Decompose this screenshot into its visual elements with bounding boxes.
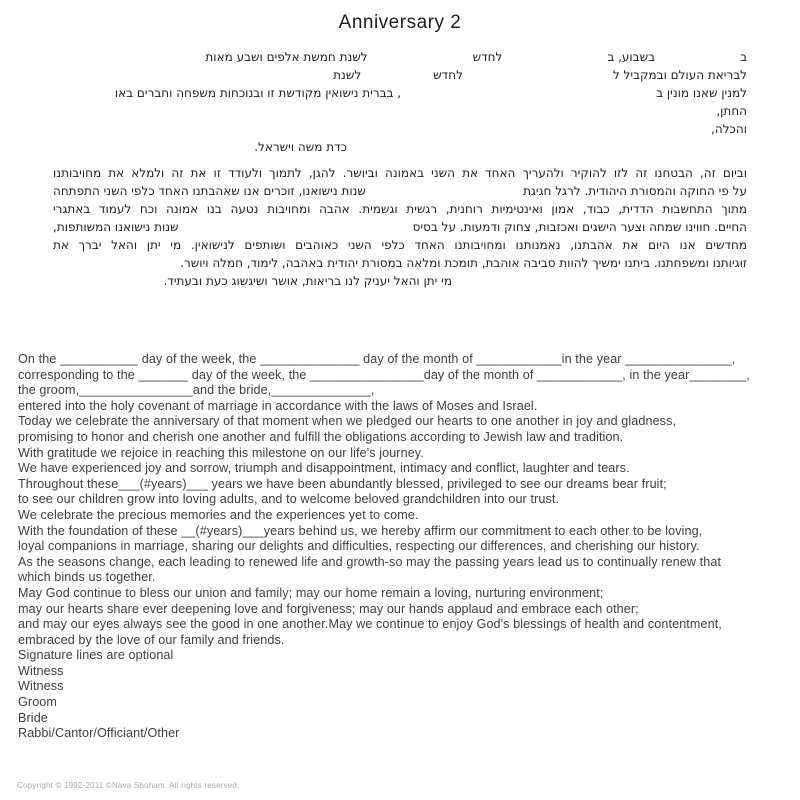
hebrew-text-segment: ב: [740, 50, 747, 64]
hebrew-text-segment: לחדש: [472, 50, 503, 64]
fill-in-blank: [463, 78, 613, 79]
english-line: We have experienced joy and sorrow, triumph and disappointment, intimacy and conflict, laughter and tears.: [18, 461, 630, 476]
fill-in-blank: [361, 78, 433, 79]
english-line: Throughout these___(#years)___ years we have been abundantly blessed, privileged to see our dreams bear fruit;: [18, 476, 667, 491]
signature-line-witness-1: Witness: [18, 663, 64, 678]
english-line: May God continue to bless our union and family; may our home remain a loving, nurturing environment;: [18, 585, 604, 600]
english-line: entered into the holy covenant of marriage in accordance with the laws of Moses and Israel.: [18, 398, 538, 413]
hebrew-text-segment: לחדש: [433, 68, 463, 82]
english-line: With gratitude we rejoice in reaching this milestone on our life's journey.: [18, 445, 424, 460]
copyright-notice: Copyright © 1992-2011 ©Nava Shoham. All rights reserved.: [17, 781, 240, 790]
signature-line-officiant: Rabbi/Cantor/Officiant/Other: [18, 726, 180, 741]
english-line: may our hearts share ever deepening love and forgiveness; may our hands applaud and embrace each other;: [18, 601, 639, 616]
hebrew-text-segment: שנות נישואנו המשותפות,: [53, 220, 179, 234]
hebrew-body-line: מחדשים אנו היום את אהבתנו, נאמנותנו ומחויבותנו האחד כלפי השני כאוהבים ושותפים לנישואין. מי יתן והאל יברך את: [53, 238, 747, 252]
hebrew-text-segment: לשנת חמשת אלפים ושבע מאות: [205, 50, 368, 64]
english-line: With the foundation of these __(#years)___years behind us, we hereby affirm our commitment to each other to be loving,: [18, 523, 703, 538]
hebrew-header-line-2: [53, 66, 747, 84]
english-line: and may our eyes always see the good in one another.May we continue to enjoy God's blessings of health and contentment,: [18, 617, 722, 632]
hebrew-text-segment: בשבוע, ב: [607, 50, 656, 64]
hebrew-body-line: וביום זה, הבטחנו זה לזו להוקיר ולהעריך האחד את השני באמונה וביושר. להגן, לתמוך ולעודד זו את זה ולמלא את מחויבותנו: [53, 166, 747, 180]
fill-in-blank: [502, 60, 607, 61]
hebrew-text-segment: למנין שאנו מונין ב: [656, 86, 747, 100]
fill-in-blank: [655, 60, 740, 61]
hebrew-body-line: מתוך התחשבות הדדית, כבוד, אמון ואינטימיות רוחנית, רגשית וגשמית. אהבה ומחויבות נטעה בנו אמונה וכח לעמוד באתגרי: [53, 202, 747, 216]
english-line: to see our children grow into loving adults, and to welcome beloved grandchildren into our trust.: [18, 492, 560, 507]
hebrew-body-line: זוגיותנו ומשפחתנו. ביתנו ימשיך להוות סביבה אוהבת, תומכת ומלאה במסורת יהודית באהבה, לימוד, חמלה ויושר.: [180, 256, 747, 270]
signature-line-groom: Groom: [18, 695, 57, 710]
page-title: Anniversary 2: [338, 12, 462, 33]
english-line: loyal companions in marriage, sharing our delights and difficulties, respecting our differences, and cherishing our history.: [18, 539, 700, 554]
signature-line-witness-2: Witness: [18, 679, 64, 694]
hebrew-text-segment: לשנת: [333, 68, 362, 82]
hebrew-groom-line: החתן,: [716, 104, 747, 118]
english-line: promising to honor and cherish one another and fulfill the obligations according to Jewish law and tradition.: [18, 429, 624, 444]
english-section: [18, 352, 788, 742]
fill-in-blank: [368, 60, 473, 61]
hebrew-text-segment: שנות נישואנו, זוכרים אנו שאהבתנו האחד כלפי השני התפתחה: [53, 184, 366, 198]
english-line: the groom,________________and the bride,______________,: [18, 383, 375, 398]
hebrew-blessing-line: מי יתן והאל יעניק לנו בריאות, אושר ושיגשוג כעת ובעתיד.: [163, 274, 452, 288]
hebrew-law-line: כדת משה וישראל.: [254, 140, 347, 154]
english-line: which binds us together.: [18, 570, 156, 585]
hebrew-bride-line: והכלה,: [711, 122, 747, 136]
hebrew-body-line: [53, 182, 747, 200]
english-line: Today we celebrate the anniversary of that moment when we pledged our hearts to one another in joy and gladness,: [18, 414, 677, 429]
hebrew-header-line-1: [53, 48, 747, 66]
fill-in-blank: [401, 96, 656, 97]
hebrew-text-segment: החיים. חווינו שמחה וצער הישגים ואכזבות, צחוק ודמעות. על בסיס: [412, 220, 747, 234]
english-line: embraced by the love of our family and friends.: [18, 632, 285, 647]
hebrew-text-segment: לבריאת העולם ובמקביל ל: [612, 68, 747, 82]
english-line: We celebrate the precious memories and the experiences yet to come.: [18, 507, 419, 522]
hebrew-text-segment: על פי החוקה והמסורת היהודית. לרגל חגיגת: [523, 184, 747, 198]
hebrew-body-paragraph: [53, 164, 747, 290]
english-line: As the seasons change, each leading to renewed life and growth-so may the passing years lead us to continually renew that: [18, 554, 722, 569]
hebrew-text-segment: , בברית נישואין מקודשת זו ובנוכחות משפחה וחברים באו: [114, 86, 402, 100]
english-line: On the ___________ day of the week, the ______________ day of the month of ____________in the year _______________,: [18, 352, 736, 366]
hebrew-section: [53, 48, 747, 290]
hebrew-body-line: [53, 218, 747, 236]
hebrew-header-line-3: [53, 84, 747, 102]
signature-note: Signature lines are optional: [18, 648, 174, 663]
signature-line-bride: Bride: [18, 710, 48, 725]
english-line: corresponding to the _______ day of the week, the ________________day of the month of ____________, in the year________,: [18, 367, 750, 382]
